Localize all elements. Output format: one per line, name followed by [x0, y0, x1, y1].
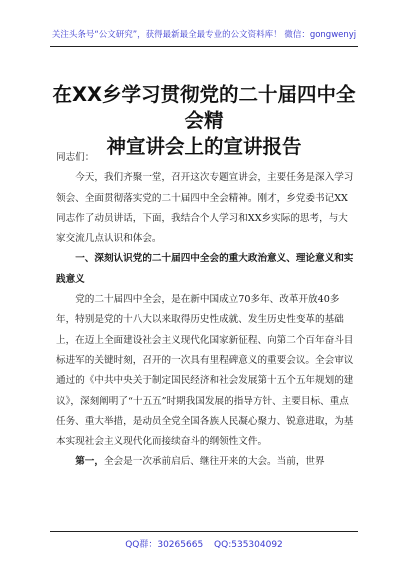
footer-divider [50, 531, 358, 532]
section-heading-1: 一、深刻认识党的二十届四中全会的重大政治意义、理论意义和实践意义 [56, 253, 354, 285]
greeting: 同志们： [56, 152, 95, 163]
header-banner: 关注头条号“公文研究”，获得最新最全最专业的公文资料库！ 微信：gongwenyj [51, 30, 357, 40]
footer-qq: QQ:535304092 [214, 540, 283, 550]
paragraph-significance: 党的二十届四中全会，是在新中国成立70多年、改革开放40多年，特别是党的十八大以来取得历史性成就、发生历史性变革的基础上，在迈上全面建设社会主义现代化国家新征程、向第二个百年奋斗目标进军的关键时刻，召开的一次具有里程碑意义的重要会议。全会审议通过的《中共中央关于制定国民经济和社会发展第十五个五年规划的建议》，深刻阐明了“十五五”时期我国发展的指导方针、主要目标、重点任务、重大举措，是动员全党全国各族人民凝心聚力、锐意进取，为基本实现社会主义现代化而接续奋斗的纲领性文件。 [56, 294, 354, 448]
footer-qq-group: QQ群：30265665 [125, 540, 204, 550]
footer-contact [0, 537, 408, 550]
title-line-1: 在XX乡学习贯彻党的二十届四中全会精 [52, 83, 356, 132]
first-point-label: 第一， [75, 456, 104, 468]
document-body [56, 148, 354, 473]
first-point-text: 全会是一次承前启后、继往开来的大会。当前，世界 [103, 456, 325, 468]
title-line-2: 神宣讲会上的宣讲报告 [106, 135, 302, 158]
paragraph-first-point [56, 452, 354, 472]
paragraph-intro: 今天，我们齐聚一堂，召开这次专题宣讲会，主要任务是深入学习领会、全面贯彻落实党的二十届四中全会精神。刚才，乡党委书记XX同志作了动员讲话，下面，我结合个人学习和XX乡实际的思考，与大家交流几点认识和体会。 [56, 172, 354, 245]
header-divider [50, 46, 358, 47]
